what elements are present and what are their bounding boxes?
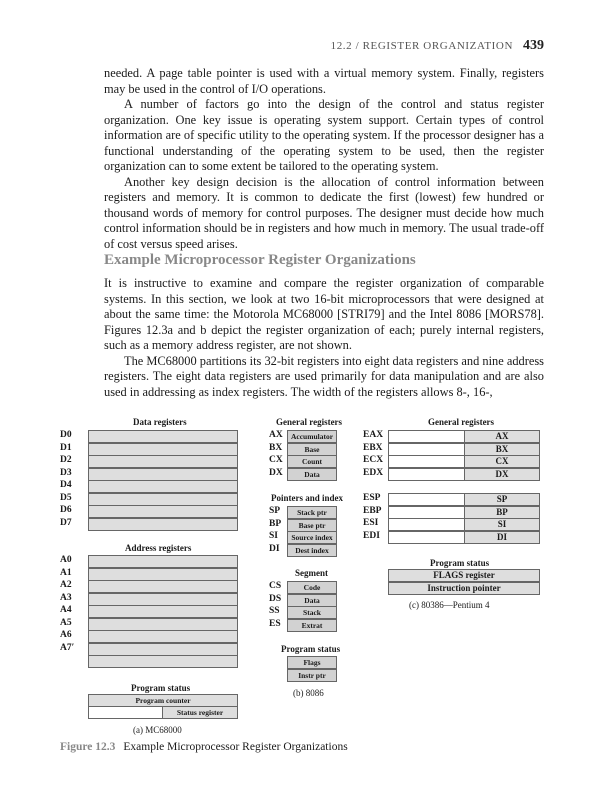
caption-text: Example Microprocessor Register Organizations [123, 741, 348, 753]
status-register-label: Status register [176, 708, 224, 717]
address-register-name: A5 [60, 617, 72, 628]
register-name: ECX [363, 455, 384, 465]
paragraph: Another key design decision is the allocation of control information between registers and memory. It is common to dedicate the first (lowest) few hundred or thousand words of memory for control purposes. The designer must decide how much control information should be in registers and how much in memory. The usual trade-off of cost versus speed arises. [104, 174, 544, 251]
mc68000-address-title: Address registers [125, 543, 192, 553]
status-register-label: Instruction pointer [427, 582, 501, 593]
i8086-general-title: General registers [276, 417, 343, 427]
data-register-name: D7 [60, 517, 72, 528]
register-label: Accumulator [290, 432, 334, 441]
data-register-name: D4 [60, 480, 72, 490]
address-register-name: A1 [60, 567, 72, 578]
caption-number: Figure 12.3 [60, 741, 116, 753]
register-name: EBP [363, 505, 382, 516]
register-label: DI [496, 531, 507, 542]
paragraph: A number of factors go into the design of the control and status register organization. One key issue is operating system support. Certain types of control information are of specific utility to the operating system. If the processor designer has a functional understanding of the operating system to be used, then the register organization can to some extent be tailored to the operating system. [104, 97, 544, 173]
address-register-box [88, 618, 238, 631]
i8086-status-title: Program status [281, 644, 341, 654]
paragraph: It is instructive to examine and compare the register organization of comparable systems. In this section, we look at two 16-bit microprocessors that were designed at about the same time: the Motorola MC68000 [STRI79] and the Intel 8086 [MORS78]. Figures 12.3a and b depict the register organization of each; purely internal registers, such as a memory address register, are not shown. [104, 276, 544, 352]
data-register-name: D2 [60, 455, 72, 465]
address-register-name: A4 [60, 605, 72, 615]
address-register-name: A7′ [60, 642, 75, 653]
address-register-box [88, 555, 238, 568]
register-name: ESP [363, 493, 381, 503]
register-label: Base ptr [298, 520, 326, 530]
data-register-box [88, 518, 238, 531]
status-register-label: FLAGS register [433, 570, 495, 580]
data-register-box [88, 430, 238, 443]
data-register-name: D5 [60, 492, 72, 503]
register-label: Stack [303, 608, 321, 617]
register-label: Source index [291, 533, 333, 542]
register-name: BP [269, 518, 282, 529]
data-register-box [88, 455, 238, 468]
page-number: 439 [523, 38, 544, 53]
i8086-sublabel: (b) 8086 [293, 688, 324, 698]
data-register-name: D0 [60, 430, 72, 440]
data-register-box [88, 480, 238, 493]
register-label: SI [497, 519, 507, 529]
address-register-box [88, 655, 238, 668]
register-name: ES [269, 618, 281, 629]
register-name: CX [269, 455, 283, 465]
register-name: BX [269, 442, 283, 453]
register-name: DX [269, 467, 283, 478]
register-label: Data [304, 469, 320, 479]
register-name: EDI [363, 530, 380, 541]
section-heading: Example Microprocessor Register Organizations [104, 252, 416, 268]
address-register-name: A0 [60, 555, 72, 565]
data-register-name: D3 [60, 467, 72, 478]
register-label: AX [495, 431, 509, 441]
i80386-status-title: Program status [430, 558, 490, 568]
address-register-name: A6 [60, 630, 72, 640]
i8086-segment-title: Segment [295, 568, 328, 578]
register-label: Count [301, 457, 322, 466]
data-register-box [88, 443, 238, 456]
address-register-box [88, 568, 238, 581]
data-register-box [88, 493, 238, 506]
address-register-box [88, 605, 238, 618]
register-label: CX [495, 456, 509, 466]
register-name: AX [269, 430, 283, 440]
data-register-name: D1 [60, 442, 72, 453]
i80386-general-title: General registers [428, 417, 495, 427]
address-register-box [88, 643, 238, 656]
register-name: SS [269, 606, 280, 616]
address-register-box [88, 630, 238, 643]
register-label: Code [303, 583, 321, 592]
i80386-sublabel: (c) 80386—Pentium 4 [409, 600, 490, 610]
address-register-name: A3 [60, 592, 72, 603]
program-counter-label: Program counter [135, 696, 191, 705]
register-label: Data [304, 595, 320, 605]
running-head: 12.2 / REGISTER ORGANIZATION [330, 40, 513, 52]
data-register-box [88, 468, 238, 481]
register-name: CS [269, 581, 282, 591]
address-register-name: A2 [60, 580, 72, 590]
register-name: SP [269, 506, 281, 516]
register-label: Base [304, 444, 320, 454]
register-name: EAX [363, 430, 384, 440]
mc68000-sublabel: (a) MC68000 [133, 725, 182, 735]
status-register-label: Instr ptr [298, 670, 326, 680]
paragraph: needed. A page table pointer is used with a virtual memory system. Finally, registers may be used in the control of I/O operations. [104, 66, 544, 96]
mc68000-status-title: Program status [131, 683, 191, 693]
register-label: Stack ptr [297, 508, 327, 517]
register-name: EBX [363, 442, 383, 453]
paragraph: The MC68000 partitions its 32-bit registers into eight data registers and nine address registers. The eight data registers are used primarily for data manipulation and are also used in addressing as index registers. The width of the registers allows 8-, 16-, [104, 353, 544, 399]
register-label: Extrat [301, 620, 323, 630]
register-label: Dest index [295, 545, 329, 555]
register-name: EDX [363, 467, 384, 478]
register-label: BX [495, 443, 509, 454]
status-register-label: Flags [303, 658, 321, 667]
register-label: SP [496, 494, 508, 504]
i8086-pointer-title: Pointers and index [271, 493, 344, 503]
register-label: BP [496, 506, 508, 517]
mc68000-data-title: Data registers [133, 417, 187, 427]
register-name: DI [269, 543, 280, 554]
register-name: DS [269, 593, 282, 604]
register-name: ESI [363, 518, 379, 528]
register-label: DX [495, 468, 509, 479]
address-register-box [88, 580, 238, 593]
data-register-box [88, 505, 238, 518]
address-register-box [88, 593, 238, 606]
register-name: SI [269, 531, 278, 541]
data-register-name: D6 [60, 505, 72, 515]
figure-caption [60, 741, 348, 753]
